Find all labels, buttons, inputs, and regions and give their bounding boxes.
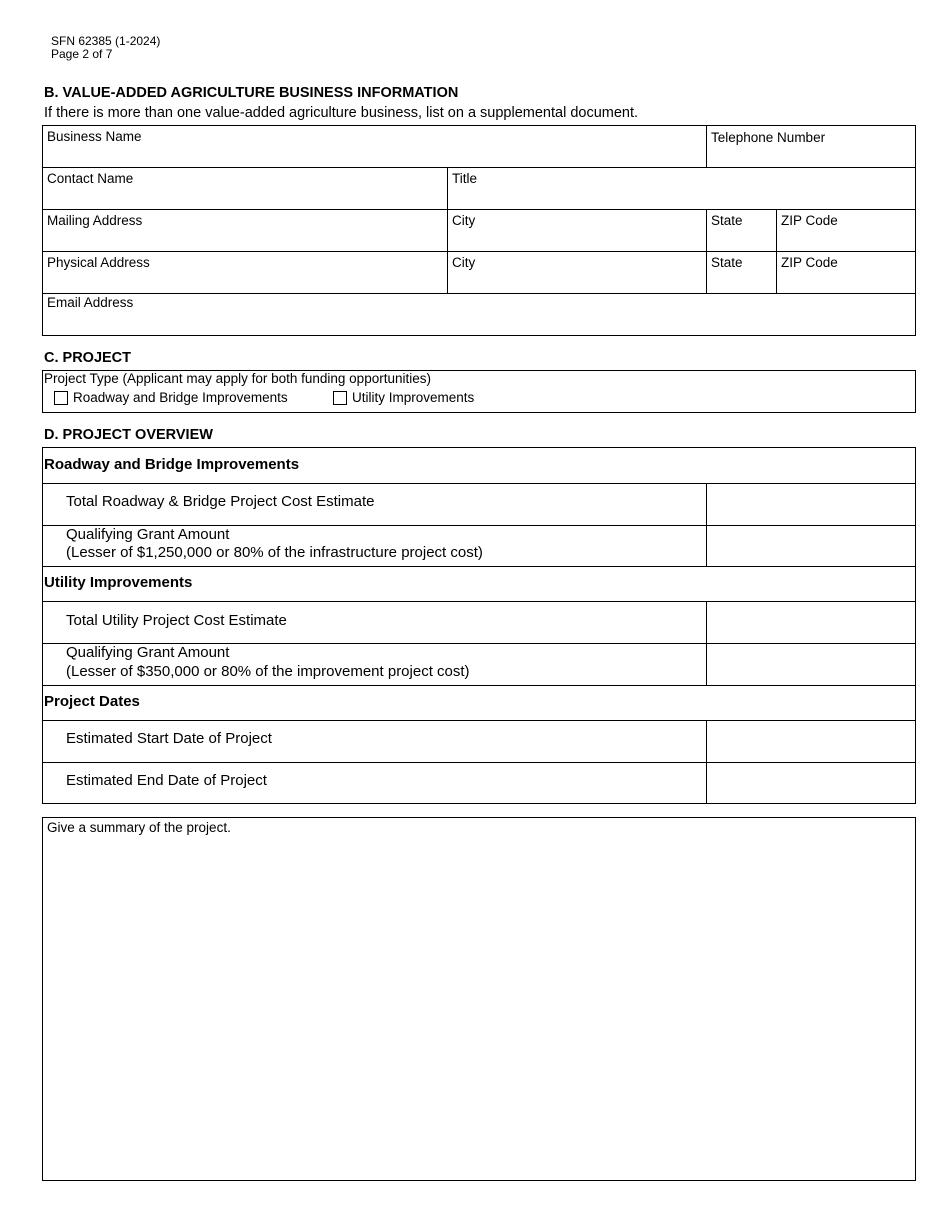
section-d-title: D. PROJECT OVERVIEW — [44, 427, 213, 443]
utility-cost-input[interactable] — [707, 602, 915, 643]
project-overview-table — [42, 447, 916, 804]
roadway-section-header: Roadway and Bridge Improvements — [44, 456, 300, 473]
roadway-checkbox[interactable] — [54, 391, 68, 405]
email-label: Email Address — [47, 295, 134, 310]
business-info-table — [42, 125, 916, 336]
title-label: Title — [452, 171, 478, 186]
contact-name-label: Contact Name — [47, 171, 134, 186]
mailing-zip-field[interactable] — [777, 210, 915, 251]
utility-cost-label: Total Utility Project Cost Estimate — [66, 612, 287, 629]
business-name-label: Business Name — [47, 129, 142, 144]
start-date-input[interactable] — [707, 721, 915, 762]
contact-name-field[interactable] — [43, 168, 447, 209]
section-b-note: If there is more than one value-added agriculture business, list on a supplemental document. — [44, 105, 639, 121]
physical-zip-field[interactable] — [777, 252, 915, 293]
physical-address-label: Physical Address — [47, 255, 150, 270]
utility-grant-note: (Lesser of $350,000 or 80% of the improvement project cost) — [66, 663, 470, 680]
summary-label: Give a summary of the project. — [47, 820, 231, 835]
dates-section-header: Project Dates — [44, 693, 140, 710]
mailing-address-field[interactable] — [43, 210, 447, 251]
physical-address-field[interactable] — [43, 252, 447, 293]
roadway-cost-label: Total Roadway & Bridge Project Cost Estimate — [66, 493, 375, 510]
mailing-zip-label: ZIP Code — [781, 213, 838, 228]
roadway-grant-note: (Lesser of $1,250,000 or 80% of the infrastructure project cost) — [66, 544, 483, 561]
physical-city-label: City — [452, 255, 476, 270]
roadway-grant-input[interactable] — [707, 526, 915, 566]
title-field[interactable] — [448, 168, 915, 209]
project-summary-textarea[interactable] — [42, 817, 916, 1181]
physical-city-field[interactable] — [448, 252, 706, 293]
page-number: Page 2 of 7 — [51, 47, 113, 61]
start-date-label: Estimated Start Date of Project — [66, 730, 272, 747]
business-name-field[interactable] — [43, 126, 706, 167]
utility-section-header: Utility Improvements — [44, 574, 193, 591]
roadway-grant-label: Qualifying Grant Amount — [66, 526, 230, 543]
telephone-field[interactable] — [707, 126, 915, 167]
section-b-title: B. VALUE-ADDED AGRICULTURE BUSINESS INFORMATION — [44, 85, 459, 101]
project-type-label: Project Type (Applicant may apply for both funding opportunities) — [44, 371, 431, 386]
utility-option-label: Utility Improvements — [352, 390, 475, 405]
utility-grant-label: Qualifying Grant Amount — [66, 644, 230, 661]
physical-zip-label: ZIP Code — [781, 255, 838, 270]
mailing-state-label: State — [711, 213, 743, 228]
roadway-option-label: Roadway and Bridge Improvements — [73, 390, 288, 405]
mailing-address-label: Mailing Address — [47, 213, 143, 228]
utility-grant-input[interactable] — [707, 644, 915, 685]
mailing-city-field[interactable] — [448, 210, 706, 251]
email-field[interactable] — [43, 294, 915, 335]
mailing-state-field[interactable] — [707, 210, 776, 251]
telephone-label: Telephone Number — [711, 130, 826, 145]
physical-state-field[interactable] — [707, 252, 776, 293]
utility-checkbox[interactable] — [333, 391, 347, 405]
form-number: SFN 62385 (1-2024) — [51, 34, 161, 48]
end-date-input[interactable] — [707, 763, 915, 803]
physical-state-label: State — [711, 255, 743, 270]
section-c-title: C. PROJECT — [44, 350, 132, 366]
mailing-city-label: City — [452, 213, 476, 228]
project-type-box — [42, 370, 916, 413]
roadway-cost-input[interactable] — [707, 484, 915, 525]
end-date-label: Estimated End Date of Project — [66, 772, 267, 789]
